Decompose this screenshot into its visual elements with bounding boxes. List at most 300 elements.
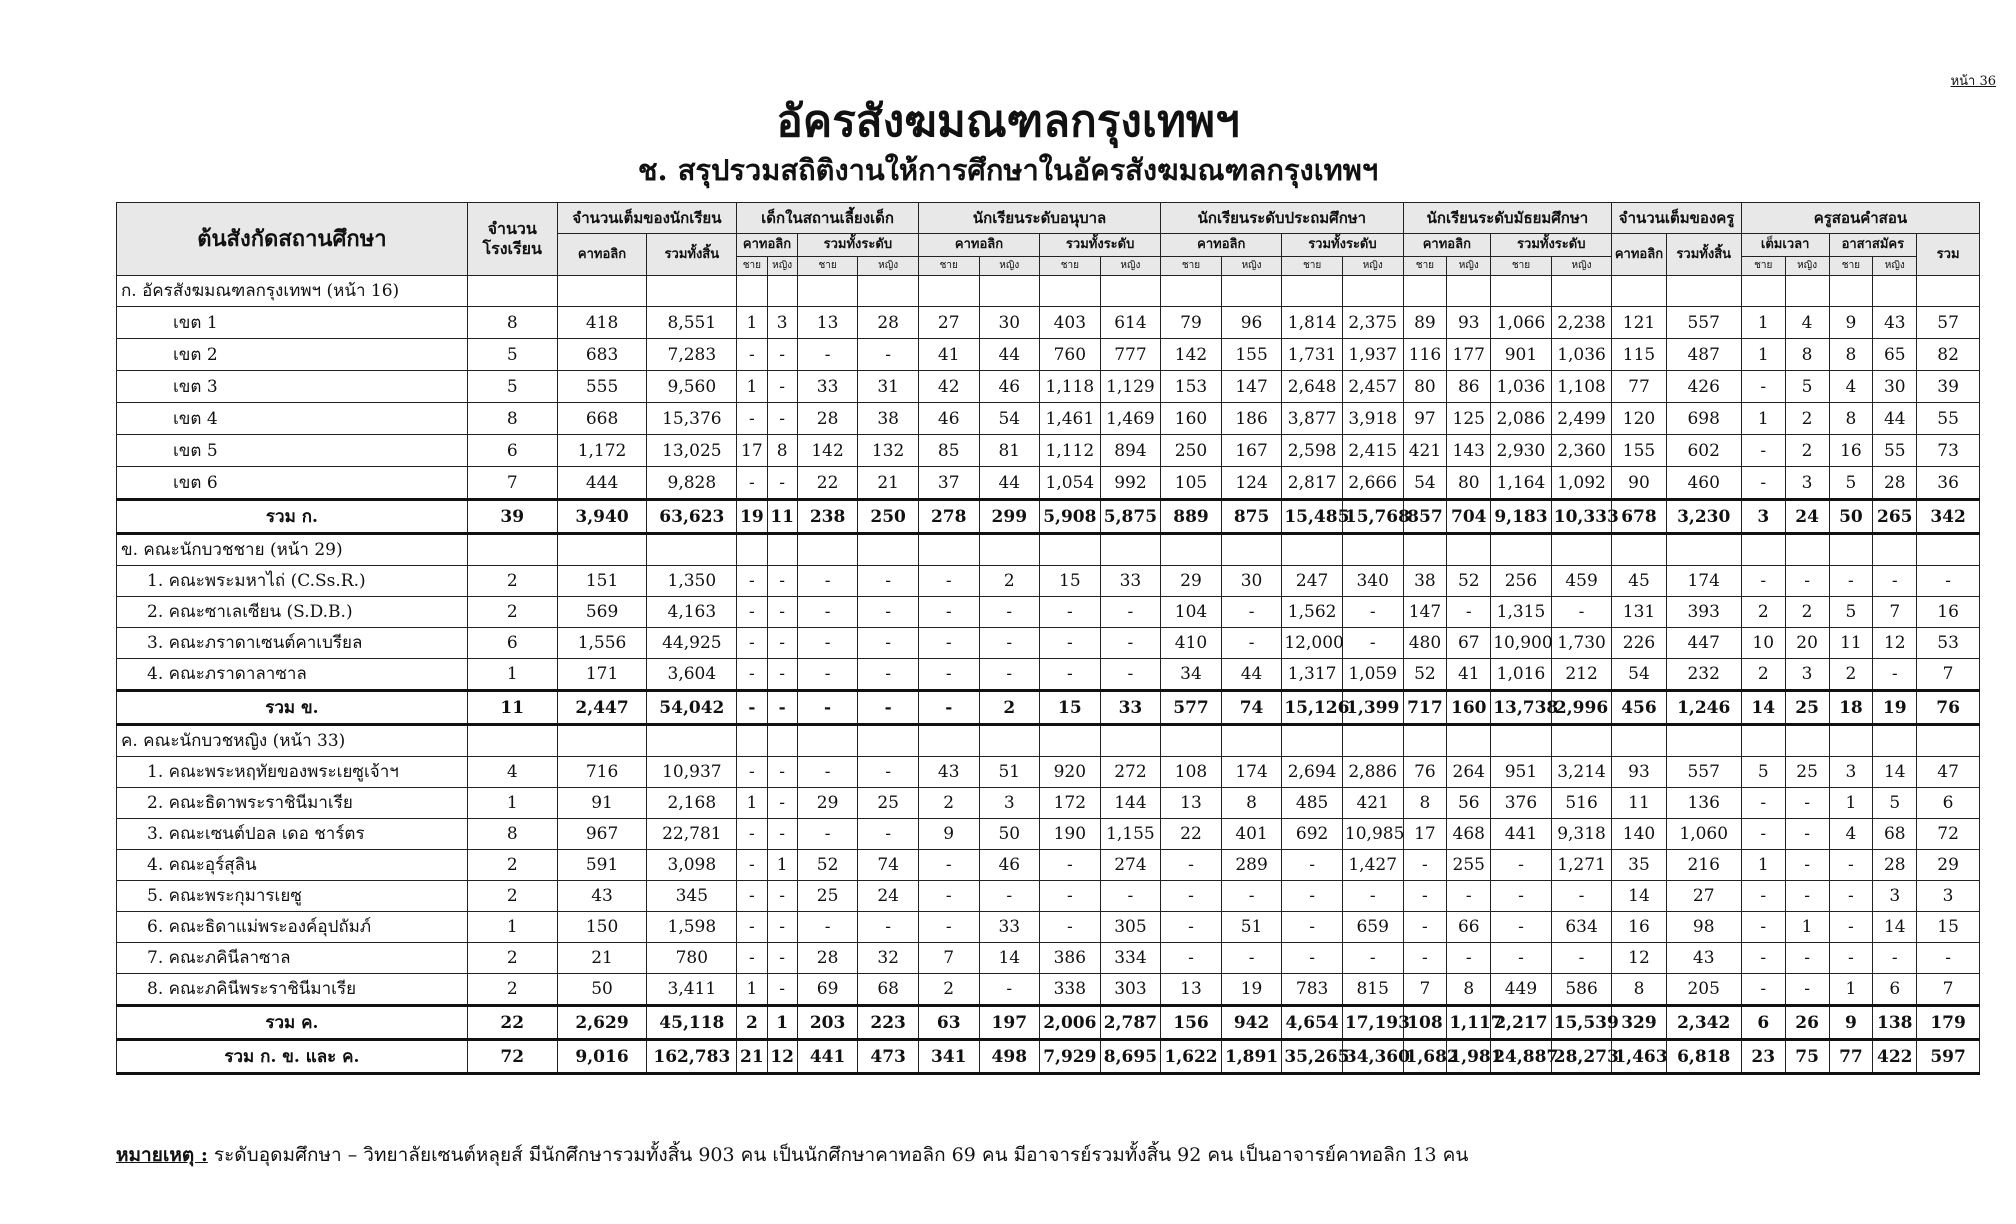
table-cell: 634 bbox=[1551, 912, 1612, 943]
table-cell: - bbox=[1100, 659, 1161, 691]
table-cell: - bbox=[1785, 788, 1829, 819]
table-cell: 56 bbox=[1447, 788, 1491, 819]
footnote-text: ระดับอุดมศึกษา – วิทยาลัยเซนต์หลุยส์ มีนักศึกษารวมทั้งสิ้น 903 คน เป็นนักศึกษาคาทอลิก 69 คน มีอาจารย์รวมทั้งสิ้น 92 คน เป็นอาจารย์คาทอลิก 13 คน bbox=[207, 1144, 1469, 1166]
table-cell: 54 bbox=[1403, 467, 1447, 500]
table-cell: - bbox=[767, 467, 797, 500]
table-cell bbox=[1612, 725, 1666, 757]
row-label: เขต 5 bbox=[117, 435, 468, 467]
table-cell: 21 bbox=[858, 467, 919, 500]
table-cell bbox=[1741, 534, 1785, 566]
table-cell: 591 bbox=[557, 850, 647, 881]
table-cell: 8 bbox=[467, 307, 557, 339]
table-cell: - bbox=[1403, 943, 1447, 974]
table-cell bbox=[1161, 725, 1222, 757]
table-cell: 698 bbox=[1666, 403, 1741, 435]
table-cell: - bbox=[737, 881, 767, 912]
table-cell: 5 bbox=[467, 371, 557, 403]
subheader-cell: อาสาสมัคร bbox=[1829, 234, 1917, 257]
table-cell: 9,560 bbox=[647, 371, 737, 403]
table-cell: 2,666 bbox=[1342, 467, 1403, 500]
table-cell: 1,427 bbox=[1342, 850, 1403, 881]
table-cell: 1 bbox=[1741, 850, 1785, 881]
table-cell: 44 bbox=[979, 339, 1040, 371]
table-cell: - bbox=[979, 974, 1040, 1006]
table-cell: 15 bbox=[1917, 912, 1980, 943]
table-cell: 717 bbox=[1403, 691, 1447, 725]
table-cell: 89 bbox=[1403, 307, 1447, 339]
table-cell: 50 bbox=[557, 974, 647, 1006]
table-cell: - bbox=[1447, 597, 1491, 628]
table-cell: 36 bbox=[1917, 467, 1980, 500]
table-cell: 1 bbox=[1829, 788, 1873, 819]
table-cell: 2 bbox=[467, 974, 557, 1006]
table-cell: 46 bbox=[918, 403, 979, 435]
table-cell: 28 bbox=[1873, 850, 1917, 881]
table-cell: 3,604 bbox=[647, 659, 737, 691]
table-cell: 920 bbox=[1040, 757, 1101, 788]
table-cell bbox=[767, 725, 797, 757]
table-cell: 10,333 bbox=[1551, 500, 1612, 534]
row-label: 4. คณะอุร์สุลิน bbox=[117, 850, 468, 881]
table-cell: 1 bbox=[1741, 403, 1785, 435]
table-cell: 47 bbox=[1917, 757, 1980, 788]
table-cell: - bbox=[737, 659, 767, 691]
table-cell: 967 bbox=[557, 819, 647, 850]
table-cell: 17 bbox=[1403, 819, 1447, 850]
table-cell bbox=[1221, 276, 1282, 307]
table-cell: 115 bbox=[1612, 339, 1666, 371]
table-cell: 52 bbox=[797, 850, 858, 881]
gender-header-female: หญิง bbox=[1785, 257, 1829, 276]
table-cell: 38 bbox=[1403, 566, 1447, 597]
subheader-cell: คาทอลิก bbox=[1403, 234, 1491, 257]
table-cell: 3,877 bbox=[1282, 403, 1343, 435]
table-cell: 2 bbox=[1741, 597, 1785, 628]
table-cell: 43 bbox=[1666, 943, 1741, 974]
table-cell bbox=[1741, 276, 1785, 307]
table-cell: 14 bbox=[979, 943, 1040, 974]
table-cell: 73 bbox=[1917, 435, 1980, 467]
table-cell: 1,622 bbox=[1161, 1040, 1222, 1074]
table-cell: - bbox=[1741, 467, 1785, 500]
table-cell bbox=[797, 725, 858, 757]
table-cell: 74 bbox=[858, 850, 919, 881]
table-cell: - bbox=[1221, 943, 1282, 974]
table-cell: 3,214 bbox=[1551, 757, 1612, 788]
table-cell: 160 bbox=[1161, 403, 1222, 435]
table-row bbox=[117, 435, 1980, 467]
row-label: 1. คณะพระหฤทัยของพระเยซูเจ้าฯ bbox=[117, 757, 468, 788]
table-cell bbox=[1612, 276, 1666, 307]
table-cell: - bbox=[767, 757, 797, 788]
table-cell: 190 bbox=[1040, 819, 1101, 850]
table-cell: 889 bbox=[1161, 500, 1222, 534]
table-cell: 557 bbox=[1666, 307, 1741, 339]
table-cell: 29 bbox=[1161, 566, 1222, 597]
table-cell bbox=[1447, 276, 1491, 307]
table-cell: 121 bbox=[1612, 307, 1666, 339]
table-cell: - bbox=[797, 819, 858, 850]
table-cell: 1,112 bbox=[1040, 435, 1101, 467]
table-cell: 334 bbox=[1100, 943, 1161, 974]
table-cell: 24 bbox=[858, 881, 919, 912]
table-cell: 26 bbox=[1785, 1006, 1829, 1040]
table-cell bbox=[1403, 534, 1447, 566]
table-cell: 2,499 bbox=[1551, 403, 1612, 435]
table-cell: 105 bbox=[1161, 467, 1222, 500]
table-cell bbox=[767, 534, 797, 566]
table-cell: 223 bbox=[858, 1006, 919, 1040]
table-cell: 4 bbox=[1829, 371, 1873, 403]
table-cell: 901 bbox=[1491, 339, 1552, 371]
table-cell: - bbox=[767, 339, 797, 371]
table-cell bbox=[1403, 725, 1447, 757]
table-cell: 20 bbox=[1785, 628, 1829, 659]
table-row bbox=[117, 597, 1980, 628]
row-label: 2. คณะซาเลเซียน (S.D.B.) bbox=[117, 597, 468, 628]
table-cell: - bbox=[737, 403, 767, 435]
table-cell: 13,738 bbox=[1491, 691, 1552, 725]
table-cell bbox=[467, 276, 557, 307]
section-label: ค. คณะนักบวชหญิง (หน้า 33) bbox=[117, 725, 468, 757]
table-cell: - bbox=[1040, 881, 1101, 912]
table-cell: - bbox=[1829, 912, 1873, 943]
table-cell: 1 bbox=[1741, 307, 1785, 339]
table-cell: - bbox=[1829, 850, 1873, 881]
table-cell: 441 bbox=[1491, 819, 1552, 850]
table-cell bbox=[797, 276, 858, 307]
table-cell: 2,817 bbox=[1282, 467, 1343, 500]
table-cell: 456 bbox=[1612, 691, 1666, 725]
table-cell: - bbox=[1785, 943, 1829, 974]
table-cell: 1,246 bbox=[1666, 691, 1741, 725]
table-cell: 155 bbox=[1612, 435, 1666, 467]
table-cell: 27 bbox=[918, 307, 979, 339]
table-cell: 498 bbox=[979, 1040, 1040, 1074]
table-cell: 2,930 bbox=[1491, 435, 1552, 467]
page-subtitle: ช. สรุปรวมสถิติงานให้การศึกษาในอัครสังฆมณฑลกรุงเทพฯ bbox=[637, 153, 1379, 187]
table-cell: 2,648 bbox=[1282, 371, 1343, 403]
table-cell: 76 bbox=[1403, 757, 1447, 788]
table-cell: 81 bbox=[979, 435, 1040, 467]
table-cell bbox=[1873, 276, 1917, 307]
subtotal-row bbox=[117, 500, 1980, 534]
table-cell: 403 bbox=[1040, 307, 1101, 339]
table-cell: - bbox=[1741, 566, 1785, 597]
table-cell: 1 bbox=[1785, 912, 1829, 943]
table-cell: 151 bbox=[557, 566, 647, 597]
table-cell: 5 bbox=[1829, 597, 1873, 628]
table-cell: 9,016 bbox=[557, 1040, 647, 1074]
table-cell bbox=[557, 276, 647, 307]
table-cell: 30 bbox=[1221, 566, 1282, 597]
table-cell: - bbox=[1100, 628, 1161, 659]
table-cell: 15,768 bbox=[1342, 500, 1403, 534]
table-cell: 3 bbox=[1785, 659, 1829, 691]
section-header-row bbox=[117, 534, 1980, 566]
table-cell: 2,360 bbox=[1551, 435, 1612, 467]
table-cell: 52 bbox=[1403, 659, 1447, 691]
subheader-cell: รวมทั้งระดับ bbox=[1040, 234, 1161, 257]
table-cell: 449 bbox=[1491, 974, 1552, 1006]
table-cell: 5,908 bbox=[1040, 500, 1101, 534]
table-cell: 10,937 bbox=[647, 757, 737, 788]
row-label: 7. คณะภคินีลาซาล bbox=[117, 943, 468, 974]
table-cell: 1 bbox=[467, 659, 557, 691]
table-cell bbox=[1741, 725, 1785, 757]
table-row bbox=[117, 943, 1980, 974]
table-cell: 459 bbox=[1551, 566, 1612, 597]
table-cell: 1,117 bbox=[1447, 1006, 1491, 1040]
gender-header-female: หญิง bbox=[1100, 257, 1161, 276]
table-cell bbox=[737, 534, 767, 566]
table-cell: - bbox=[979, 628, 1040, 659]
header-kindergarten: นักเรียนระดับอนุบาล bbox=[918, 203, 1160, 234]
header-primary: นักเรียนระดับประถมศึกษา bbox=[1161, 203, 1403, 234]
table-cell: 1,066 bbox=[1491, 307, 1552, 339]
table-cell bbox=[858, 534, 919, 566]
table-cell: 9 bbox=[1829, 1006, 1873, 1040]
table-cell: 3,230 bbox=[1666, 500, 1741, 534]
table-cell: 98 bbox=[1666, 912, 1741, 943]
table-cell: 250 bbox=[1161, 435, 1222, 467]
table-cell: - bbox=[737, 467, 767, 500]
table-cell: 8 bbox=[767, 435, 797, 467]
table-cell: 597 bbox=[1917, 1040, 1980, 1074]
table-cell: - bbox=[1447, 881, 1491, 912]
table-cell: - bbox=[1785, 974, 1829, 1006]
table-cell: 3 bbox=[1785, 467, 1829, 500]
table-cell bbox=[1040, 534, 1101, 566]
table-cell: 586 bbox=[1551, 974, 1612, 1006]
table-cell: 447 bbox=[1666, 628, 1741, 659]
table-cell: 91 bbox=[557, 788, 647, 819]
table-cell: 147 bbox=[1221, 371, 1282, 403]
subheader-cell: คาทอลิก bbox=[1612, 234, 1666, 276]
table-cell: 614 bbox=[1100, 307, 1161, 339]
header-catechists: ครูสอนคำสอน bbox=[1741, 203, 1979, 234]
table-cell bbox=[1829, 534, 1873, 566]
table-cell: - bbox=[1785, 566, 1829, 597]
table-cell: 386 bbox=[1040, 943, 1101, 974]
table-cell: - bbox=[979, 597, 1040, 628]
table-cell bbox=[1785, 276, 1829, 307]
table-body bbox=[117, 276, 1980, 1074]
table-cell bbox=[1221, 534, 1282, 566]
table-cell: 2 bbox=[1785, 435, 1829, 467]
table-cell: - bbox=[767, 974, 797, 1006]
table-cell: 12,000 bbox=[1282, 628, 1343, 659]
table-cell: 2,415 bbox=[1342, 435, 1403, 467]
table-cell: 39 bbox=[1917, 371, 1980, 403]
gender-header-female: หญิง bbox=[1873, 257, 1917, 276]
table-cell: 401 bbox=[1221, 819, 1282, 850]
table-cell: 274 bbox=[1100, 850, 1161, 881]
table-cell: 2 bbox=[979, 691, 1040, 725]
table-cell: 13,025 bbox=[647, 435, 737, 467]
table-cell: 1,092 bbox=[1551, 467, 1612, 500]
table-cell bbox=[1829, 725, 1873, 757]
table-cell: 8 bbox=[1447, 974, 1491, 1006]
table-cell: 93 bbox=[1447, 307, 1491, 339]
table-cell: 14 bbox=[1612, 881, 1666, 912]
table-cell: 50 bbox=[1829, 500, 1873, 534]
gender-header-male: ชาย bbox=[1282, 257, 1343, 276]
table-cell: 93 bbox=[1612, 757, 1666, 788]
table-cell: 12 bbox=[1612, 943, 1666, 974]
table-cell: 410 bbox=[1161, 628, 1222, 659]
table-cell: - bbox=[1551, 597, 1612, 628]
table-cell: 80 bbox=[1403, 371, 1447, 403]
table-cell: 1 bbox=[737, 307, 767, 339]
table-cell: - bbox=[918, 566, 979, 597]
row-label: เขต 1 bbox=[117, 307, 468, 339]
table-cell: 2,694 bbox=[1282, 757, 1343, 788]
gender-header-female: หญิง bbox=[767, 257, 797, 276]
table-header bbox=[117, 203, 1980, 276]
table-cell: 5,875 bbox=[1100, 500, 1161, 534]
table-cell: 86 bbox=[1447, 371, 1491, 403]
table-cell: 2 bbox=[918, 974, 979, 1006]
table-cell: 1,060 bbox=[1666, 819, 1741, 850]
table-cell: - bbox=[1282, 943, 1343, 974]
table-cell: 150 bbox=[557, 912, 647, 943]
subheader-cell: รวม bbox=[1917, 234, 1980, 276]
table-cell: 29 bbox=[797, 788, 858, 819]
table-cell: 77 bbox=[1829, 1040, 1873, 1074]
table-cell: 212 bbox=[1551, 659, 1612, 691]
table-cell: 329 bbox=[1612, 1006, 1666, 1040]
table-cell: 345 bbox=[647, 881, 737, 912]
table-cell: 683 bbox=[557, 339, 647, 371]
table-cell: 1,598 bbox=[647, 912, 737, 943]
table-cell: 668 bbox=[557, 403, 647, 435]
table-cell: 226 bbox=[1612, 628, 1666, 659]
table-cell: - bbox=[858, 912, 919, 943]
header-teachers-total: จำนวนเต็มของครู bbox=[1612, 203, 1741, 234]
table-cell: 8 bbox=[1221, 788, 1282, 819]
table-cell: 54 bbox=[1612, 659, 1666, 691]
table-cell: 3 bbox=[1917, 881, 1980, 912]
table-cell: 4,654 bbox=[1282, 1006, 1343, 1040]
table-cell: - bbox=[1829, 943, 1873, 974]
table-cell: 780 bbox=[647, 943, 737, 974]
table-cell: 2,457 bbox=[1342, 371, 1403, 403]
table-cell bbox=[1491, 534, 1552, 566]
table-cell bbox=[767, 276, 797, 307]
table-cell: 30 bbox=[979, 307, 1040, 339]
table-cell: 14 bbox=[1741, 691, 1785, 725]
table-cell: 894 bbox=[1100, 435, 1161, 467]
table-cell: 19 bbox=[737, 500, 767, 534]
table-row bbox=[117, 819, 1980, 850]
subheader-cell: รวมทั้งสิ้น bbox=[647, 234, 737, 276]
table-cell: 3 bbox=[1741, 500, 1785, 534]
table-cell: - bbox=[1491, 912, 1552, 943]
table-cell: 256 bbox=[1491, 566, 1552, 597]
table-cell: 43 bbox=[557, 881, 647, 912]
table-cell: 35,265 bbox=[1282, 1040, 1343, 1074]
subheader-cell: รวมทั้งระดับ bbox=[1282, 234, 1403, 257]
table-cell: 2 bbox=[918, 788, 979, 819]
table-cell: 272 bbox=[1100, 757, 1161, 788]
table-cell: 51 bbox=[979, 757, 1040, 788]
table-cell: 17 bbox=[737, 435, 767, 467]
table-cell: - bbox=[1403, 881, 1447, 912]
header-students-total: จำนวนเต็มของนักเรียน bbox=[557, 203, 737, 234]
table-cell: 2 bbox=[1741, 659, 1785, 691]
table-cell: 2,238 bbox=[1551, 307, 1612, 339]
row-label: รวม ก. bbox=[117, 500, 468, 534]
table-row bbox=[117, 788, 1980, 819]
table-cell: 716 bbox=[557, 757, 647, 788]
table-cell: 39 bbox=[467, 500, 557, 534]
table-cell: 2 bbox=[737, 1006, 767, 1040]
table-cell: - bbox=[1491, 943, 1552, 974]
table-cell: 162,783 bbox=[647, 1040, 737, 1074]
table-cell: 238 bbox=[797, 500, 858, 534]
table-cell: 11 bbox=[1612, 788, 1666, 819]
table-cell: - bbox=[1221, 881, 1282, 912]
table-cell: 43 bbox=[1873, 307, 1917, 339]
table-cell: - bbox=[1161, 881, 1222, 912]
table-cell: 69 bbox=[797, 974, 858, 1006]
subheader-cell: รวมทั้งสิ้น bbox=[1666, 234, 1741, 276]
table-cell: 44 bbox=[979, 467, 1040, 500]
table-cell: 1,172 bbox=[557, 435, 647, 467]
table-cell: 197 bbox=[979, 1006, 1040, 1040]
table-cell: - bbox=[1342, 628, 1403, 659]
table-cell: - bbox=[858, 597, 919, 628]
table-cell: - bbox=[1040, 912, 1101, 943]
table-cell: - bbox=[1741, 881, 1785, 912]
table-cell: 2,375 bbox=[1342, 307, 1403, 339]
table-cell: 1,814 bbox=[1282, 307, 1343, 339]
table-cell: - bbox=[858, 628, 919, 659]
table-cell: 1,036 bbox=[1491, 371, 1552, 403]
table-cell: - bbox=[737, 597, 767, 628]
table-cell bbox=[1785, 534, 1829, 566]
table-cell: 32 bbox=[858, 943, 919, 974]
table-cell: 3,918 bbox=[1342, 403, 1403, 435]
table-cell: 1 bbox=[1741, 339, 1785, 371]
table-cell: 441 bbox=[797, 1040, 858, 1074]
table-row bbox=[117, 912, 1980, 943]
table-cell: 17,193 bbox=[1342, 1006, 1403, 1040]
table-cell: 140 bbox=[1612, 819, 1666, 850]
table-cell: 8 bbox=[467, 819, 557, 850]
table-cell: 2 bbox=[467, 566, 557, 597]
table-cell: 90 bbox=[1612, 467, 1666, 500]
table-cell: 25 bbox=[858, 788, 919, 819]
table-cell: 305 bbox=[1100, 912, 1161, 943]
table-cell: 3,940 bbox=[557, 500, 647, 534]
table-cell: 33 bbox=[797, 371, 858, 403]
table-cell: 42 bbox=[918, 371, 979, 403]
table-cell bbox=[1829, 276, 1873, 307]
header-origin: ต้นสังกัดสถานศึกษา bbox=[117, 203, 468, 276]
table-cell: 569 bbox=[557, 597, 647, 628]
table-cell: 44 bbox=[1873, 403, 1917, 435]
table-cell: 289 bbox=[1221, 850, 1282, 881]
table-cell: 19 bbox=[1873, 691, 1917, 725]
table-cell: 255 bbox=[1447, 850, 1491, 881]
table-cell: 857 bbox=[1403, 500, 1447, 534]
table-cell: - bbox=[1282, 850, 1343, 881]
row-label: เขต 2 bbox=[117, 339, 468, 371]
table-cell: 67 bbox=[1447, 628, 1491, 659]
table-cell: 1,562 bbox=[1282, 597, 1343, 628]
